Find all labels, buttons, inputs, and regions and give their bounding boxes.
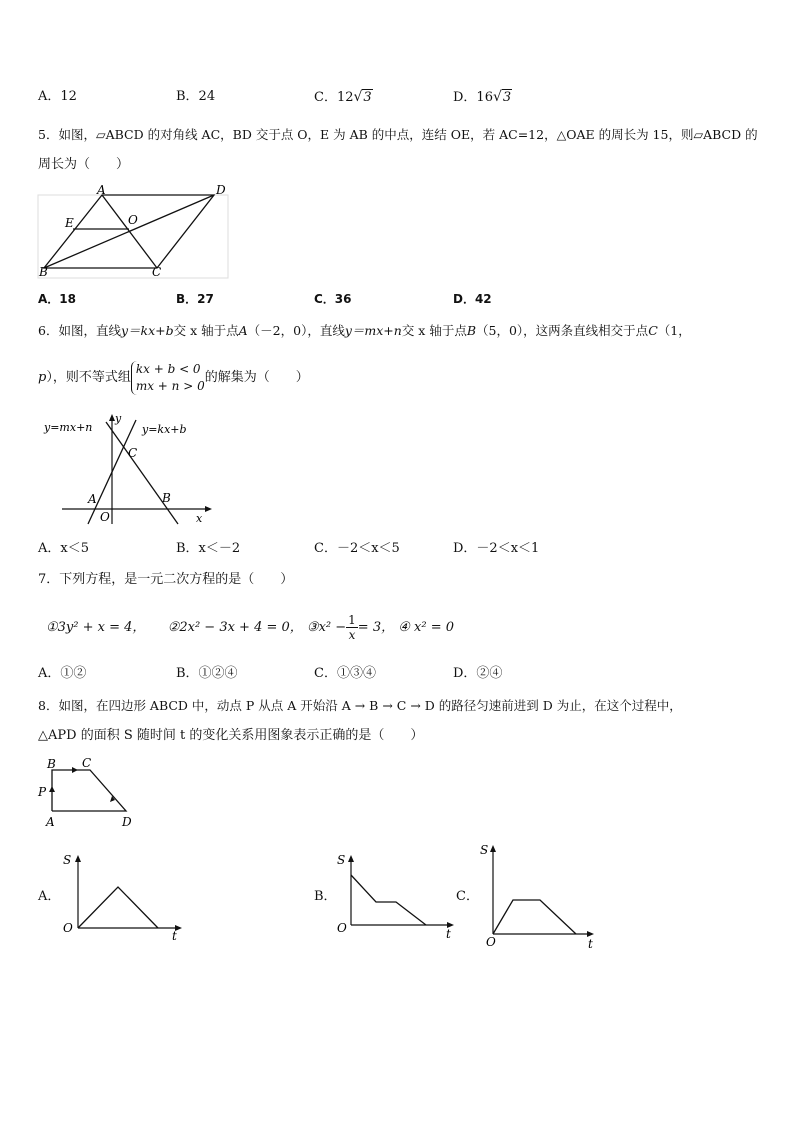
q8-graph-b-t: t: [446, 927, 451, 941]
q6-text: 的解集为（ ）: [204, 370, 309, 385]
q6-text: 6．如图，直线: [38, 323, 121, 338]
q8-graph-c-o: O: [486, 935, 496, 949]
q7-equations: [46, 612, 454, 644]
q6-eq-mxn: y＝mx+n: [344, 323, 402, 338]
q8-label-d: D: [122, 815, 132, 829]
q6-point-c: C: [648, 323, 658, 338]
q8-option-c[interactable]: C．: [456, 889, 479, 904]
q5-option-a[interactable]: A．18: [38, 292, 76, 306]
q6-text: （－2，0），直线: [247, 323, 345, 338]
q6-text: 交 x 轴于点: [173, 323, 239, 338]
q6-label-y: y: [115, 412, 122, 425]
q7-eq3-part: ③x² −: [306, 620, 347, 635]
q4-option-c-root: 3: [363, 90, 372, 105]
q5-option-c[interactable]: C．36: [314, 292, 352, 306]
q6-stem-line2: [38, 358, 309, 398]
q8-quadrilateral-figure: [34, 756, 144, 830]
q5-parallelogram-figure: [36, 183, 232, 279]
q7-option-a[interactable]: A．①②: [38, 666, 87, 681]
q5-stem-line2: 周长为（ ）: [38, 157, 130, 172]
q7-eq1: ①3y² + x = 4，: [46, 620, 146, 635]
q5-label-a: A: [97, 183, 106, 197]
q4-option-d[interactable]: D．16√3: [453, 89, 512, 105]
q6-text: （1，: [657, 323, 691, 338]
q8-label-a: A: [46, 815, 55, 829]
q8-graph-b: [334, 850, 460, 942]
q8-label-b: B: [47, 757, 56, 771]
q4-option-c-text: C．12: [314, 90, 354, 105]
q8-graph-c-s: S: [480, 843, 489, 857]
q7-eq3-denominator: x: [348, 628, 356, 642]
q4-option-a[interactable]: A．12: [38, 89, 77, 104]
q6-text: （5，0），这两条直线相交于点: [476, 323, 649, 338]
q8-stem-line2: △APD 的面积 S 随时间 t 的变化关系用图象表示正确的是（ ）: [38, 728, 424, 743]
q8-graph-b-s: S: [337, 853, 346, 867]
q6-label-mxn: y=mx+n: [44, 421, 93, 434]
q4-option-c[interactable]: C．12√3: [314, 89, 372, 105]
q5-label-c: C: [152, 265, 162, 279]
q8-option-a[interactable]: A．: [38, 889, 61, 904]
q6-option-b[interactable]: B．x＜－2: [176, 541, 241, 556]
q4-option-b[interactable]: B．24: [176, 89, 216, 104]
q6-option-d[interactable]: D．－2＜x＜1: [453, 541, 540, 556]
q7-option-c[interactable]: C．①③④: [314, 666, 376, 681]
q6-label-o: O: [100, 510, 110, 524]
q8-graph-a-o: O: [63, 921, 73, 935]
q8-label-c: C: [82, 756, 92, 770]
q7-option-b[interactable]: B．①②④: [176, 666, 238, 681]
q4-option-d-root: 3: [502, 90, 512, 105]
q7-eq3-numerator: 1: [348, 613, 356, 627]
q6-text: 交 x 轴于点: [401, 323, 467, 338]
q8-graph-c: [478, 838, 604, 950]
q6-label-a: A: [88, 492, 97, 506]
q8-graph-a: [60, 850, 186, 942]
q5-label-e: E: [65, 216, 74, 230]
q7-eq3-fraction: [346, 613, 358, 642]
q7-eq4: ④ x² = 0: [398, 620, 454, 635]
q8-label-p: P: [38, 785, 47, 799]
q4-option-d-text: D．16: [453, 90, 493, 105]
q6-point-a: A: [238, 323, 248, 338]
q7-eq3-part: = 3，: [357, 620, 395, 635]
q8-stem-line1: 8．如图，在四边形 ABCD 中，动点 P 从点 A 开始沿 A → B → C → D 的路径匀速前进到 D 为止，在这个过程中，: [38, 698, 682, 713]
q5-label-d: D: [216, 183, 226, 197]
q6-label-b: B: [162, 491, 171, 505]
q6-option-a[interactable]: A．x＜5: [38, 541, 89, 556]
q5-option-d[interactable]: D．42: [453, 292, 492, 306]
q6-label-kxb: y=kx+b: [142, 423, 187, 436]
q8-graph-c-t: t: [588, 937, 593, 950]
q6-inequality-system: [131, 361, 205, 395]
q8-graph-b-o: O: [337, 921, 347, 935]
q6-point-b: B: [466, 323, 477, 338]
q8-graph-a-s: S: [63, 853, 72, 867]
q6-line-graph-figure: [36, 412, 216, 530]
q5-stem-line1: 5．如图，▱ABCD 的对角线 AC，BD 交于点 O，E 为 AB 的中点，连结 OE，若 AC=12，△OAE 的周长为 15，则▱ABCD 的: [38, 127, 758, 142]
q7-eq2: ②2x² − 3x + 4 = 0，: [167, 620, 303, 635]
q6-p: p: [38, 370, 47, 385]
q8-graph-a-t: t: [172, 929, 177, 942]
q5-label-b: B: [39, 265, 48, 279]
q6-ineq2: mx + n > 0: [135, 378, 205, 393]
q6-text: ），则不等式组: [46, 370, 131, 385]
q7-stem: 7．下列方程，是一元二次方程的是（ ）: [38, 572, 294, 587]
q6-label-c: C: [128, 446, 138, 460]
q8-option-b[interactable]: B．: [314, 889, 337, 904]
q6-label-x: x: [196, 512, 203, 525]
q6-option-c[interactable]: C．－2＜x＜5: [314, 541, 400, 556]
q5-option-b[interactable]: B．27: [176, 292, 214, 306]
q6-ineq1: kx + b < 0: [135, 361, 201, 376]
q6-stem-line1: [38, 322, 691, 340]
q7-option-d[interactable]: D．②④: [453, 666, 503, 681]
q6-eq-kxb: y＝kx+b: [120, 323, 174, 338]
q5-label-o: O: [128, 213, 138, 227]
